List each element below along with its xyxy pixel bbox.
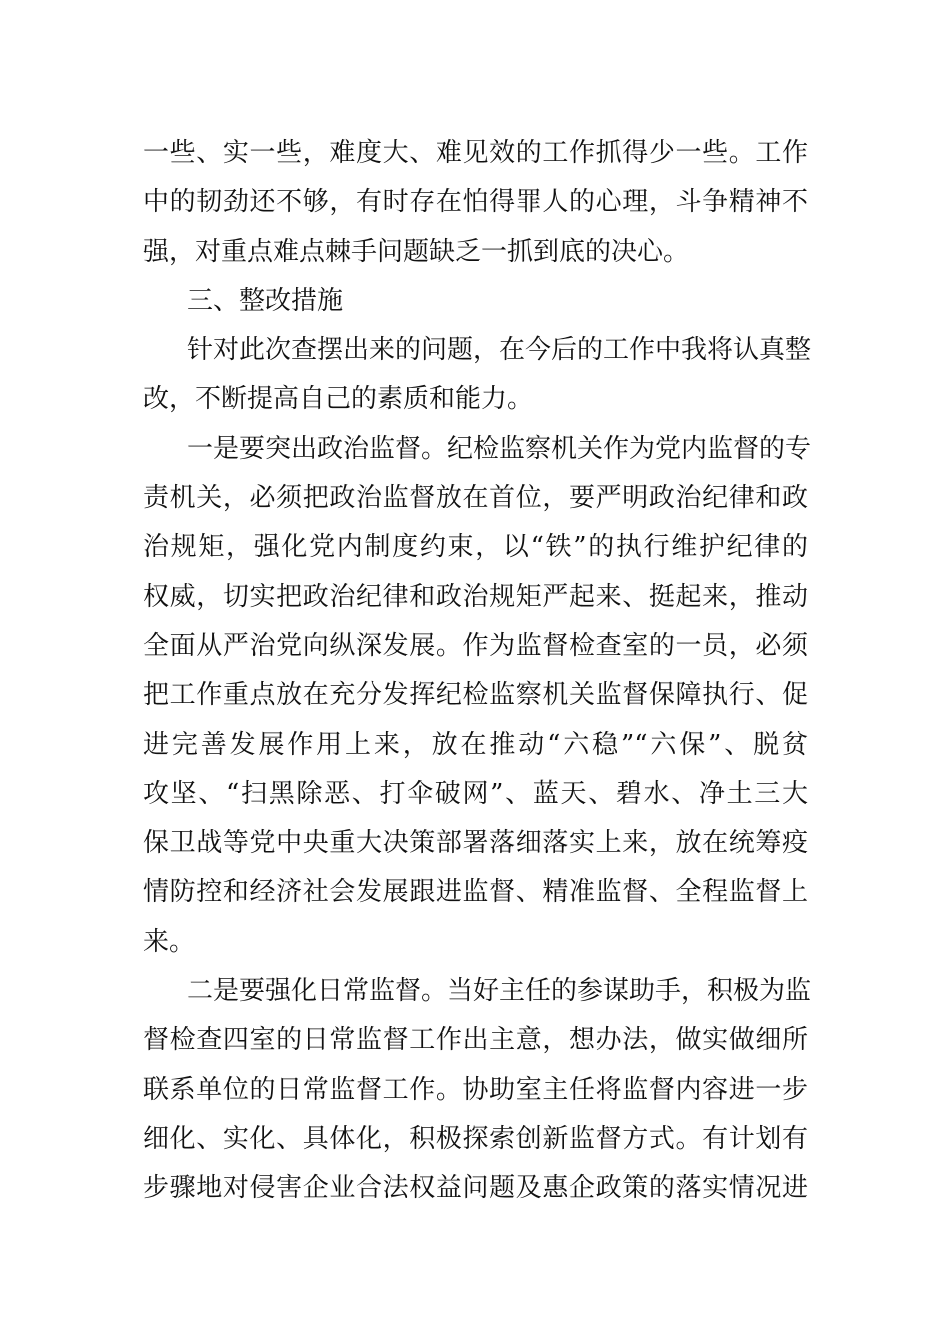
text-line: 把工作重点放在充分发挥纪检监察机关监督保障执行、促	[143, 680, 808, 711]
text-line: 责机关，必须把政治监督放在首位，要严明政治纪律和政	[143, 483, 808, 514]
text-line: 强，对重点难点棘手问题缺乏一抓到底的决心。	[143, 236, 690, 267]
text-line: 进完善发展作用上来，放在推动“六稳”“六保”、脱贫	[143, 729, 808, 760]
text-line: 情防控和经济社会发展跟进监督、精准监督、全程监督上	[143, 877, 808, 908]
text-line: 一是要突出政治监督。纪检监察机关作为党内监督的专	[187, 433, 812, 464]
text-line: 攻坚、“扫黑除恶、打伞破网”、蓝天、碧水、净土三大	[143, 778, 808, 809]
text-line: 三、整改措施	[187, 285, 344, 316]
text-line: 全面从严治党向纵深发展。作为监督检查室的一员，必须	[143, 630, 808, 661]
text-line: 来。	[143, 926, 196, 957]
text-line: 细化、实化、具体化，积极探索创新监督方式。有计划有	[143, 1123, 808, 1154]
text-line: 改，不断提高自己的素质和能力。	[143, 384, 534, 415]
text-line: 督检查四室的日常监督工作出主意，想办法，做实做细所	[143, 1025, 808, 1056]
text-line: 权威，切实把政治纪律和政治规矩严起来、挺起来，推动	[143, 581, 808, 612]
text-line: 治规矩，强化党内制度约束，以“铁”的执行维护纪律的	[143, 532, 808, 563]
text-line: 一些、实一些，难度大、难见效的工作抓得少一些。工作	[143, 138, 808, 168]
text-line: 中的韧劲还不够，有时存在怕得罪人的心理，斗争精神不	[143, 187, 808, 218]
text-line: 保卫战等党中央重大决策部署落细落实上来，放在统筹疫	[143, 828, 808, 859]
text-line: 二是要强化日常监督。当好主任的参谋助手，积极为监	[187, 976, 812, 1007]
document-body	[143, 129, 812, 1214]
text-line: 针对此次查摆出来的问题，在今后的工作中我将认真整	[187, 335, 812, 366]
text-line: 步骤地对侵害企业合法权益问题及惠企政策的落实情况进	[143, 1173, 808, 1204]
text-line: 联系单位的日常监督工作。协助室主任将监督内容进一步	[143, 1074, 808, 1105]
